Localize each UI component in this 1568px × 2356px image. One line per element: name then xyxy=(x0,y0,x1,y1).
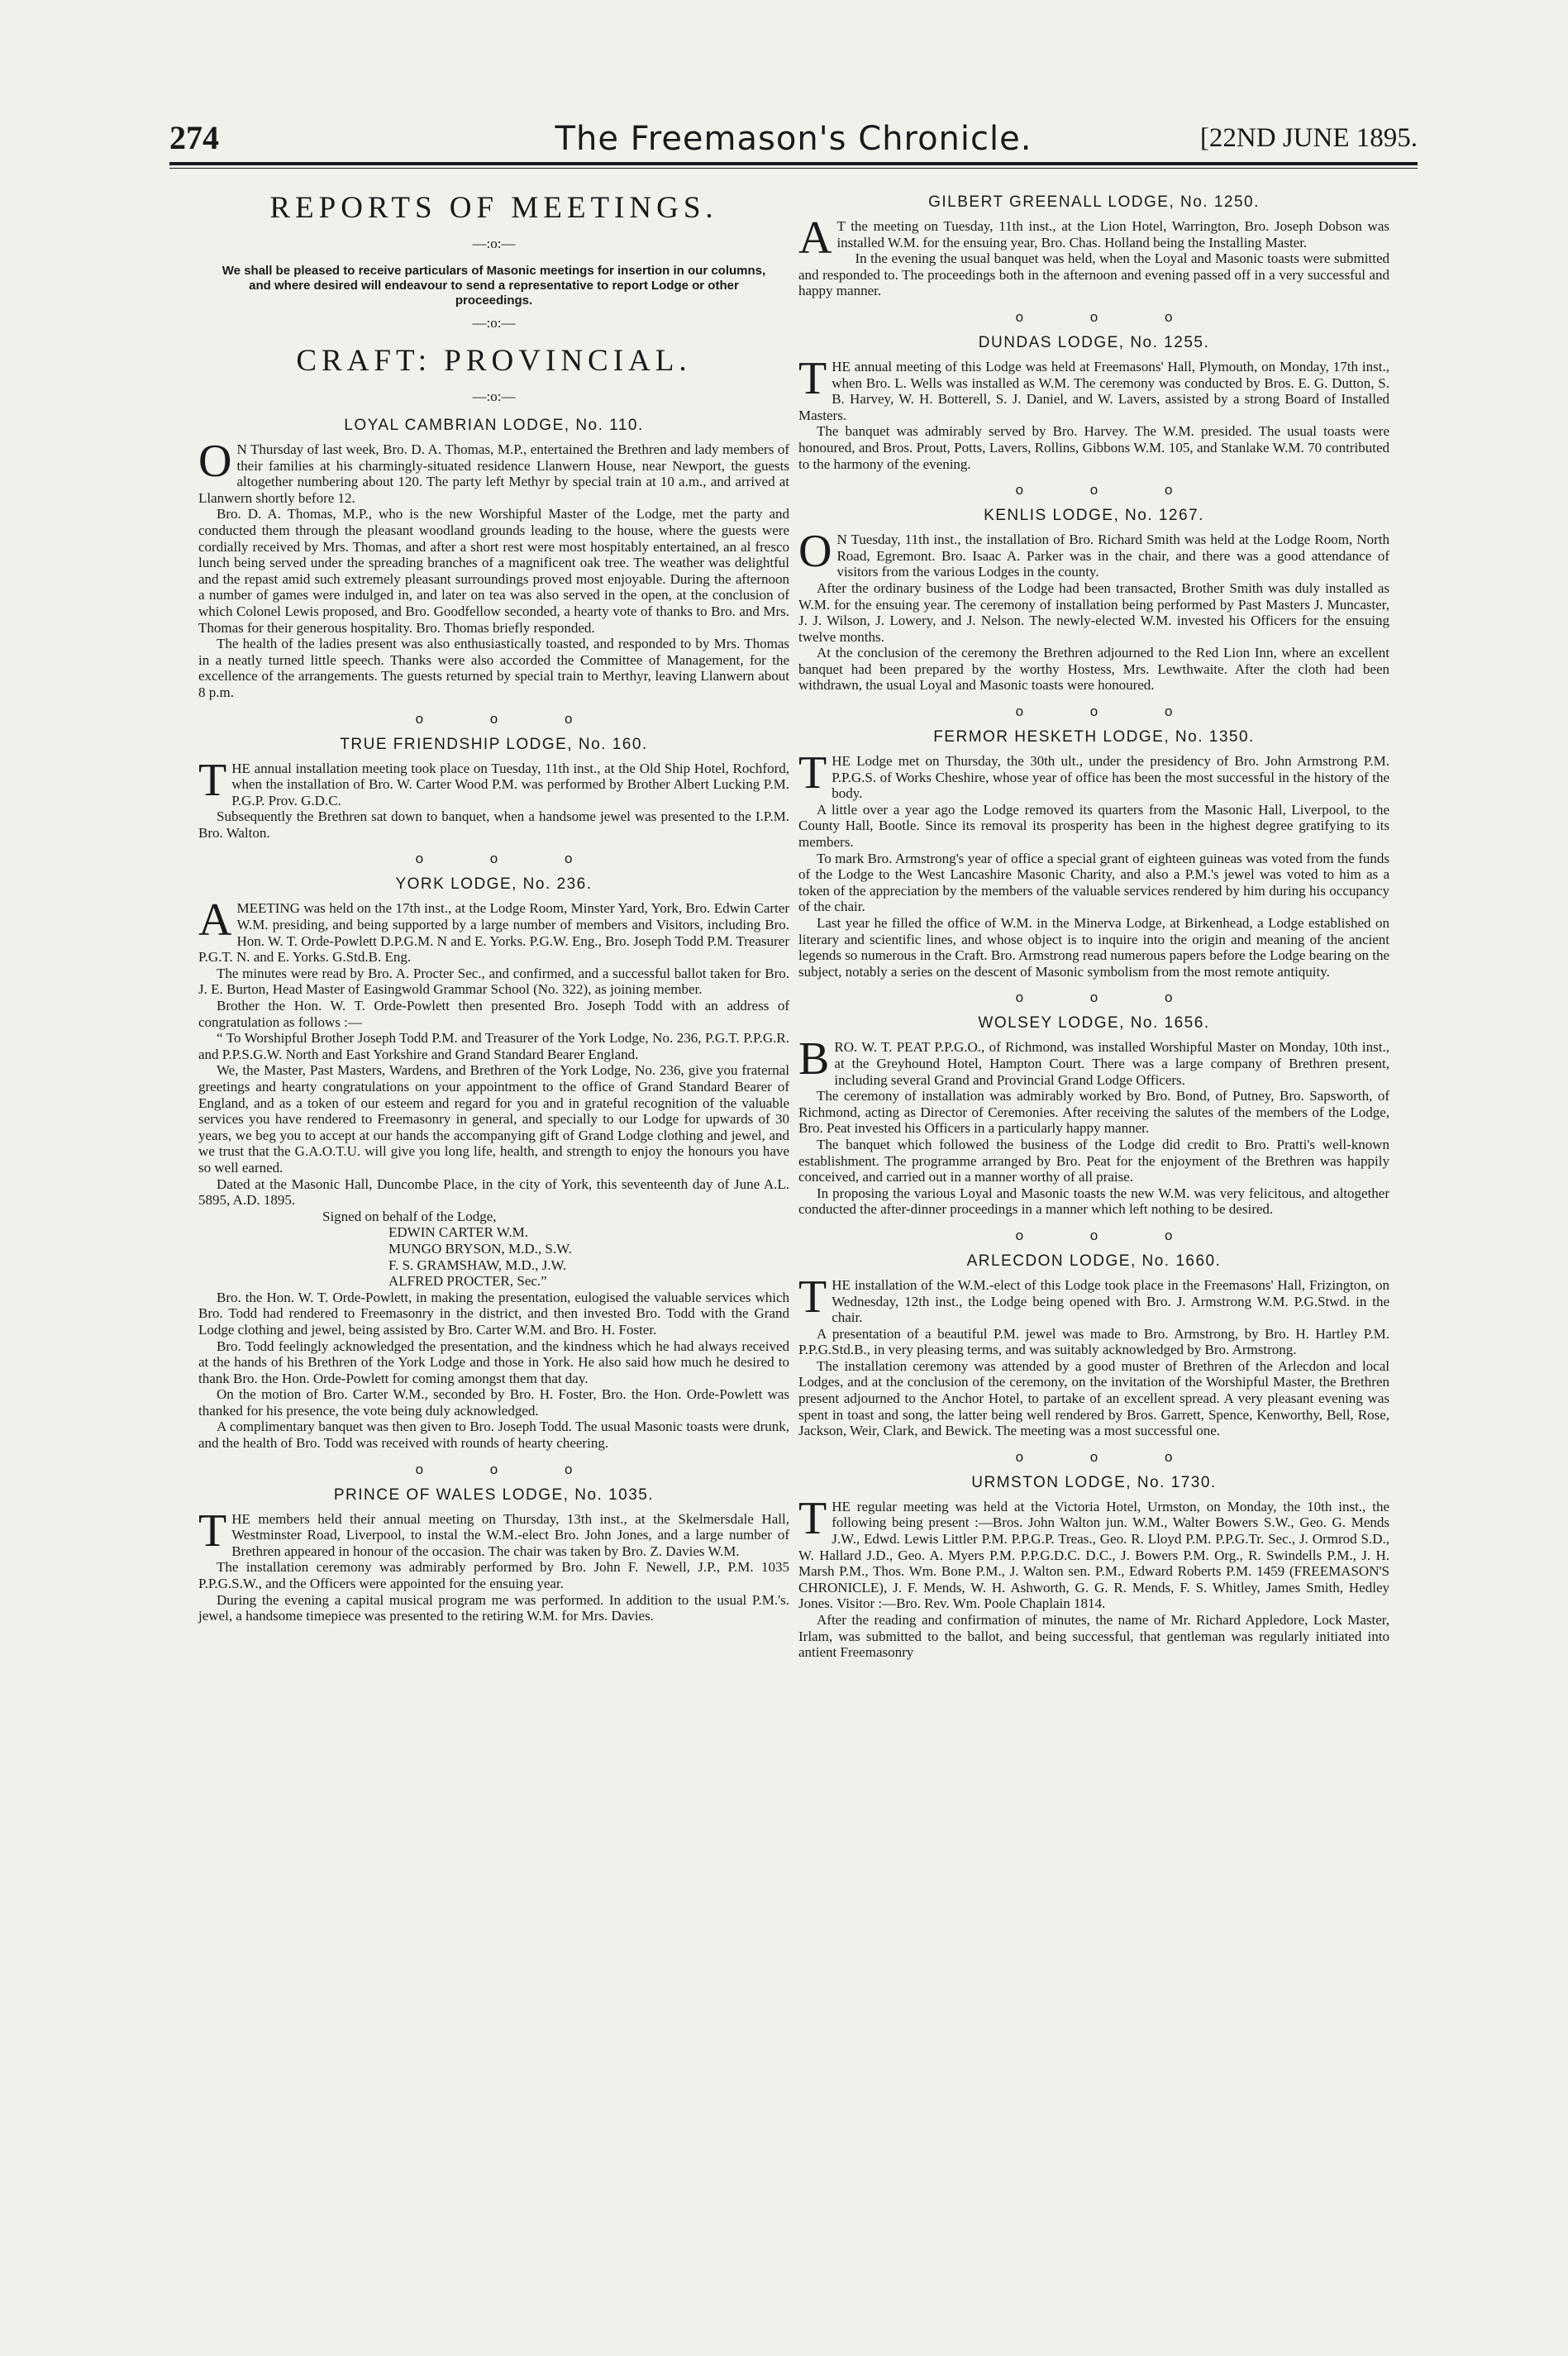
paragraph: THE regular meeting was held at the Victoria Hotel, Urmston, on Monday, the 10th inst., the following being present :—Bros. John Walton jun. W.M., Walter Bowers S.W., Geo. G. Mends J.W., Edwd. Lewis Littler P.M. P.P.G.P. Treas., Geo. R. Lloyd P.M. P.P.G.Tr. Sec., J. Ormrod S.D., W. Hallard J.D., Geo. A. Myers P.M. P.P.G.D.C. D.C., J. Bowers P.M. Org., R. Swindells P.M., J. H. Marsh P.M., Thos. Wm. Bone P.M., J. Walton sen. P.M., Edward Roberts P.M. 1459 (FREEMASON'S CHRONICLE), J. F. Mends, W. H. Ashworth, G. G. R. Mends, F. S. Whitley, James Smith, Hedley Jones. Visitor :—Bro. Rev. Wm. Poole Chaplain 1814. xyxy=(798,1492,1389,1612)
left-column xyxy=(198,188,789,1624)
page-number: 274 xyxy=(169,119,219,156)
paragraph: The banquet was admirably served by Bro. Harvey. The W.M. presided. The usual toasts were honoured, and Bros. Prout, Potts, Lavers, Rollins, Gibbons W.M. 105, and Stanlake W.M. 70 contributed to the harmony of the evening. xyxy=(798,423,1389,472)
ornament-divider: o o o xyxy=(415,1461,604,1477)
paragraph: The installation ceremony was attended by a good muster of Brethren of the Arlecdon and local Lodges, and at the conclusion of the ceremony, on the invitation of the Worshipful Master, the Brethren present adjourned to the Anchor Hotel, to partake of an excellent spread. A very pleasant evening was spent in toast and song, the latter being well rendered by Bros. Garrett, Spence, Kenworthy, Bell, Rose, Jackson, Weir, Clark, and Bewick. The meeting was a most successful one. xyxy=(798,1357,1389,1439)
paragraph: The banquet which followed the business of the Lodge did credit to Bro. Pratti's well-known establishment. The programme arranged by Bro. Peat for the enjoyment of the Brethren was happily conceived, and carried out in a manner worthy of all praise. xyxy=(798,1136,1389,1185)
paragraph: BRO. W. T. PEAT P.P.G.O., of Richmond, was installed Worshipful Master on Monday, 10th inst., at the Greyhound Hotel, Hampton Court. There was a large company of Brethren present, including several Grand and Provincial Grand Lodge Officers. xyxy=(798,1033,1389,1088)
header-rule-thin xyxy=(169,168,1418,169)
paragraph: The minutes were read by Bro. A. Procter Sec., and confirmed, and a successful ballot taken for Bro. J. E. Burton, Head Master of Easingwold Grammar School (No. 322), as joining member. xyxy=(198,965,789,998)
paragraph: During the evening a capital musical program me was performed. In addition to the usual P.M.'s. jewel, a handsome timepiece was presented to the retiring W.M. for Mrs. Davies. xyxy=(198,1591,789,1624)
article-heading: TRUE FRIENDSHIP LODGE, No. 160. xyxy=(340,735,648,753)
paragraph: THE annual meeting of this Lodge was held at Freemasons' Hall, Plymouth, on Monday, 17th inst., when Bro. L. Wells was installed as W.M. The ceremony was conducted by Bros. E. G. Dutton, S. B. Harvey, W. H. Botterell, S. J. Daniel, and W. Lavers, assisted by a strong Board of Installed Masters. xyxy=(798,352,1389,423)
article-dundas xyxy=(798,334,1389,472)
article-heading: PRINCE OF WALES LODGE, No. 1035. xyxy=(333,1486,655,1504)
article-arlecdon xyxy=(798,1252,1389,1439)
article-heading: KENLIS LODGE, No. 1267. xyxy=(984,507,1204,525)
article-heading: YORK LODGE, No. 236. xyxy=(395,875,593,894)
article-kenlis xyxy=(798,507,1389,694)
article-urmston xyxy=(798,1474,1389,1661)
ornament-divider: o o o xyxy=(1015,990,1204,1006)
article-heading: URMSTON LODGE, No. 1730. xyxy=(971,1473,1217,1491)
article-heading: FERMOR HESKETH LODGE, No. 1350. xyxy=(933,728,1255,746)
paragraph: Bro. Todd feelingly acknowledged the presentation, and the kindness which he had always received at the hands of his Brethren of the York Lodge and those in York. He also said how much he desired to thank Bro. the Hon. Orde-Powlett for coming amongst them that day. xyxy=(198,1338,789,1386)
separator: —:o:— xyxy=(472,389,516,404)
paragraph: To mark Bro. Armstrong's year of office a special grant of eighteen guineas was voted from the funds of the Lodge to the West Lancashire Masonic Charity, and also a P.M.'s jewel was voted to him as a token of the appreciation by the members of the valuable services rendered by him during his occupancy of the chair. xyxy=(798,850,1389,915)
article-true-friendship xyxy=(198,736,789,842)
issue-date: [22ND JUNE 1895. xyxy=(1199,123,1418,153)
article-heading: WOLSEY LODGE, No. 1656. xyxy=(978,1014,1210,1033)
header-rule-thick xyxy=(169,162,1418,165)
paragraph: Last year he filled the office of W.M. in the Minerva Lodge, at Birkenhead, a Lodge established on literary and scientific lines, and whose object is to inquire into the origin and meaning of the ancient legends so numerous in the Craft. Bro. Armstrong read numerous papers before the Lodge bearing on the subject, notably a series on the descent of Masonic symbolism from the most remote antiquity. xyxy=(798,915,1389,980)
paragraph: ON Tuesday, 11th inst., the installation of Bro. Richard Smith was held at the Lodge Room, North Road, Egremont. Bro. Isaac A. Parker was in the chair, and there was a good attendance of visitors from the various Lodges in the county. xyxy=(798,526,1389,580)
article-heading: DUNDAS LODGE, No. 1255. xyxy=(978,333,1210,351)
paragraph: Bro. D. A. Thomas, M.P., who is the new Worshipful Master of the Lodge, met the party and conducted them through the pleasant woodland grounds leading to the house, where the guests were cordially received by Mrs. Thomas, and after a short rest were most hospitably entertained, an al fresco lunch being served under the spreading branches of a magnificent oak tree. The weather was delightful and the repast amid such extremely pleasant surroundings proved most enjoyable. During the afternoon a number of games were indulged in, and later on tea was also served in the open, at the conclusion of which Colonel Lewis proposed, and Bro. Goodfellow seconded, a hearty vote of thanks to Bro. and Mrs. Thomas for their generous hospitality. Bro. Thomas briefly responded. xyxy=(198,506,789,636)
paragraph: A little over a year ago the Lodge removed its quarters from the Masonic Hall, Liverpool, to the County Hall, Bootle. Since its removal its prosperity has been in the highest degree gratifying to its members. xyxy=(798,801,1389,851)
ornament-divider: o o o xyxy=(1015,482,1204,498)
paragraph: After the ordinary business of the Lodge had been transacted, Brother Smith was duly installed as W.M. for the ensuing year. The ceremony of installation being performed by Past Masters J. Muncaster, J. J. Wilson, J. Lowery, and J. Nelson. The newly-elected W.M. invested his Officers for the ensuing twelve months. xyxy=(798,579,1389,645)
paragraph: THE Lodge met on Thursday, the 30th ult., under the presidency of Bro. John Armstrong P.M. P.P.G.S. of Works Cheshire, whose year of office has been the most successful in the history of the body. xyxy=(798,747,1389,802)
paragraph: At the conclusion of the ceremony the Brethren adjourned to the Red Lion Inn, where an excellent banquet had been prepared by the worthy Hostess, Mrs. Lewthwaite. After the cloth had been withdrawn, the usual Loyal and Masonic toasts were honoured. xyxy=(798,645,1389,694)
paragraph: We, the Master, Past Masters, Wardens, and Brethren of the York Lodge, No. 236, give you fraternal greetings and hearty congratulations on your appointment to the office of Grand Standard Bearer of England, and as a token of our esteem and regard for you and in grateful recognition of the valuable services you have rendered to Freemasonry in general, and specially to our Lodge for upwards of 30 years, we beg you to accept at our hands the accompanying gift of Grand Lodge clothing and jewel, and we trust that the G.A.O.T.U. will give you long life, health, and strength to enjoy the honours you have so well earned. xyxy=(198,1062,789,1176)
article-fermor-hesketh xyxy=(798,728,1389,980)
paragraph: Subsequently the Brethren sat down to banquet, when a handsome jewel was presented to the I.P.M. Bro. Walton. xyxy=(198,808,789,841)
ornament-divider: o o o xyxy=(415,851,604,867)
paragraph: The installation ceremony was admirably performed by Bro. John F. Newell, J.P., P.M. 1035 P.P.G.S.W., and the Officers were appointed for the ensuing year. xyxy=(198,1559,789,1592)
paragraph: THE annual installation meeting took place on Tuesday, 11th inst., at the Old Ship Hotel, Rochford, when the installation of Bro. W. Carter Wood P.M. was performed by Brother Albert Lucking P.M. P.G.P. Prov. G.D.C. xyxy=(198,754,789,808)
article-wolsey xyxy=(798,1014,1389,1218)
section-title-reports: REPORTS OF MEETINGS. xyxy=(269,191,718,225)
right-column xyxy=(798,188,1389,1661)
article-heading: LOYAL CAMBRIAN LODGE, No. 110. xyxy=(344,417,644,434)
intro-notice: We shall be pleased to receive particulars of Masonic meetings for insertion in our columns, and where desired will endeavour to send a representative to report Lodge or other proceedings. xyxy=(222,264,766,308)
newspaper-title: The Freemason's Chronicle. xyxy=(555,120,1032,158)
section-title-craft: CRAFT: PROVINCIAL. xyxy=(296,344,692,378)
masthead xyxy=(169,118,1418,160)
article-heading: GILBERT GREENALL LODGE, No. 1250. xyxy=(928,193,1260,211)
paragraph: A presentation of a beautiful P.M. jewel was made to Bro. Armstrong, by Bro. H. Hartley P.M. P.P.G.Std.B., in very pleasing terms, and was suitably acknowledged by Bro. Armstrong. xyxy=(798,1325,1389,1358)
paragraph: The ceremony of installation was admirably worked by Bro. Bond, of Putney, Bro. Sapsworth, of Richmond, acting as Director of Ceremonies. After receiving the salutes of the members of the Lodge, Bro. Peat invested his Officers in a particularly happy manner. xyxy=(798,1088,1389,1137)
paragraph: Bro. the Hon. W. T. Orde-Powlett, in making the presentation, eulogised the valuable services which Bro. Todd had rendered to Freemasonry in the district, and then invested Bro. Todd with the Grand Lodge clothing and jewel, being assisted by Bro. Carter W.M. and Bro. H. Foster. xyxy=(198,1289,789,1338)
separator: —:o:— xyxy=(472,236,516,251)
article-loyal-cambrian xyxy=(198,417,789,701)
signature: MUNGO BRYSON, M.D., S.W. xyxy=(388,1240,572,1257)
paragraph: The health of the ladies present was also enthusiastically toasted, and responded to by Mrs. Thomas in a neatly turned little speech. Thanks were also accorded the Committee of Management, for the excellence of the arrangements. The guests returned by special train to Merthyr, leaving Llanwern about 8 p.m. xyxy=(198,636,789,700)
ornament-divider: o o o xyxy=(1015,1227,1204,1243)
ornament-divider: o o o xyxy=(1015,703,1204,720)
signature: F. S. GRAMSHAW, M.D., J.W. xyxy=(388,1257,567,1273)
paragraph: AT the meeting on Tuesday, 11th inst., at the Lion Hotel, Warrington, Bro. Joseph Dobson was installed W.M. for the ensuing year, Bro. Chas. Holland being the Installing Master. xyxy=(798,212,1389,264)
article-prince-of-wales xyxy=(198,1486,789,1624)
paragraph: ON Thursday of last week, Bro. D. A. Thomas, M.P., entertained the Brethren and lady members of their families at his charmingly-situated residence Llanwern House, near Newport, the guests altogether numbering about 120. The party left Methyr by special train at 10 a.m., and arrived at Llanwern shortly before 12. xyxy=(198,436,789,506)
paragraph: After the reading and confirmation of minutes, the name of Mr. Richard Appledore, Lock Master, Irlam, was submitted to the ballot, and being successful, that gentleman was regularly initiated into antient Freemasonry xyxy=(798,1612,1389,1661)
signature: EDWIN CARTER W.M. xyxy=(388,1224,528,1241)
paragraph: THE installation of the W.M.-elect of this Lodge took place in the Freemasons' Hall, Frizington, on Wednesday, 12th inst., the Lodge being opened with Bro. J. Armstrong W.M. P.G.Stwd. in the chair. xyxy=(798,1271,1389,1326)
paragraph: Dated at the Masonic Hall, Duncombe Place, in the city of York, this seventeenth day of June A.L. 5895, A.D. 1895. xyxy=(198,1176,789,1209)
ornament-divider: o o o xyxy=(415,710,604,727)
article-heading: ARLECDON LODGE, No. 1660. xyxy=(966,1252,1222,1270)
paragraph: Brother the Hon. W. T. Orde-Powlett then presented Bro. Joseph Todd with an address of congratulation as follows :— xyxy=(198,998,789,1030)
ornament-divider: o o o xyxy=(1015,1448,1204,1465)
paragraph: AMEETING was held on the 17th inst., at the Lodge Room, Minster Yard, York, Bro. Edwin Carter W.M. presiding, and being supported by a large number of members and Visitors, including Bro. Hon. W. T. Orde-Powlett D.P.G.M. N and E. Yorks. P.G.W. Eng., Bro. Joseph Todd P.M. Treasurer P.G.T. N. and E. Yorks. G.Std.B. Eng. xyxy=(198,894,789,966)
signature: ALFRED PROCTER, Sec.” xyxy=(388,1273,547,1290)
paragraph: “ To Worshipful Brother Joseph Todd P.M. and Treasurer of the York Lodge, No. 236, P.G.T. P.P.G.R. and P.P.S.G.W. North and East Yorkshire and Grand Standard Bearer England. xyxy=(198,1030,789,1062)
signed-line: Signed on behalf of the Lodge, xyxy=(322,1208,497,1224)
paragraph: In proposing the various Loyal and Masonic toasts the new W.M. was very felicitous, and altogether conducted the after-dinner proceedings in a manner which left nothing to be desired. xyxy=(798,1185,1389,1218)
paragraph: On the motion of Bro. Carter W.M., seconded by Bro. H. Foster, Bro. the Hon. Orde-Powlett was thanked for his presence, the vote being duly acknowledged. xyxy=(198,1386,789,1419)
paragraph: A complimentary banquet was then given to Bro. Joseph Todd. The usual Masonic toasts were drunk, and the health of Bro. Todd was received with rounds of hearty cheering. xyxy=(198,1419,789,1452)
ornament-divider: o o o xyxy=(1015,308,1204,325)
paragraph: THE members held their annual meeting on Thursday, 13th inst., at the Skelmersdale Hall, Westminster Road, Liverpool, to instal the W.M.-elect Bro. John Jones, and a large number of Brethren appeared in honour of the occasion. The chair was taken by Bro. Z. Davies W.M. xyxy=(198,1505,789,1559)
article-york xyxy=(198,875,789,1451)
separator: —:o:— xyxy=(472,315,516,331)
article-gilbert-greenall xyxy=(798,193,1389,299)
paragraph: In the evening the usual banquet was held, when the Loyal and Masonic toasts were submitted and responded to. The proceedings both in the afternoon and evening passed off in a very successful and happy manner. xyxy=(798,250,1389,299)
